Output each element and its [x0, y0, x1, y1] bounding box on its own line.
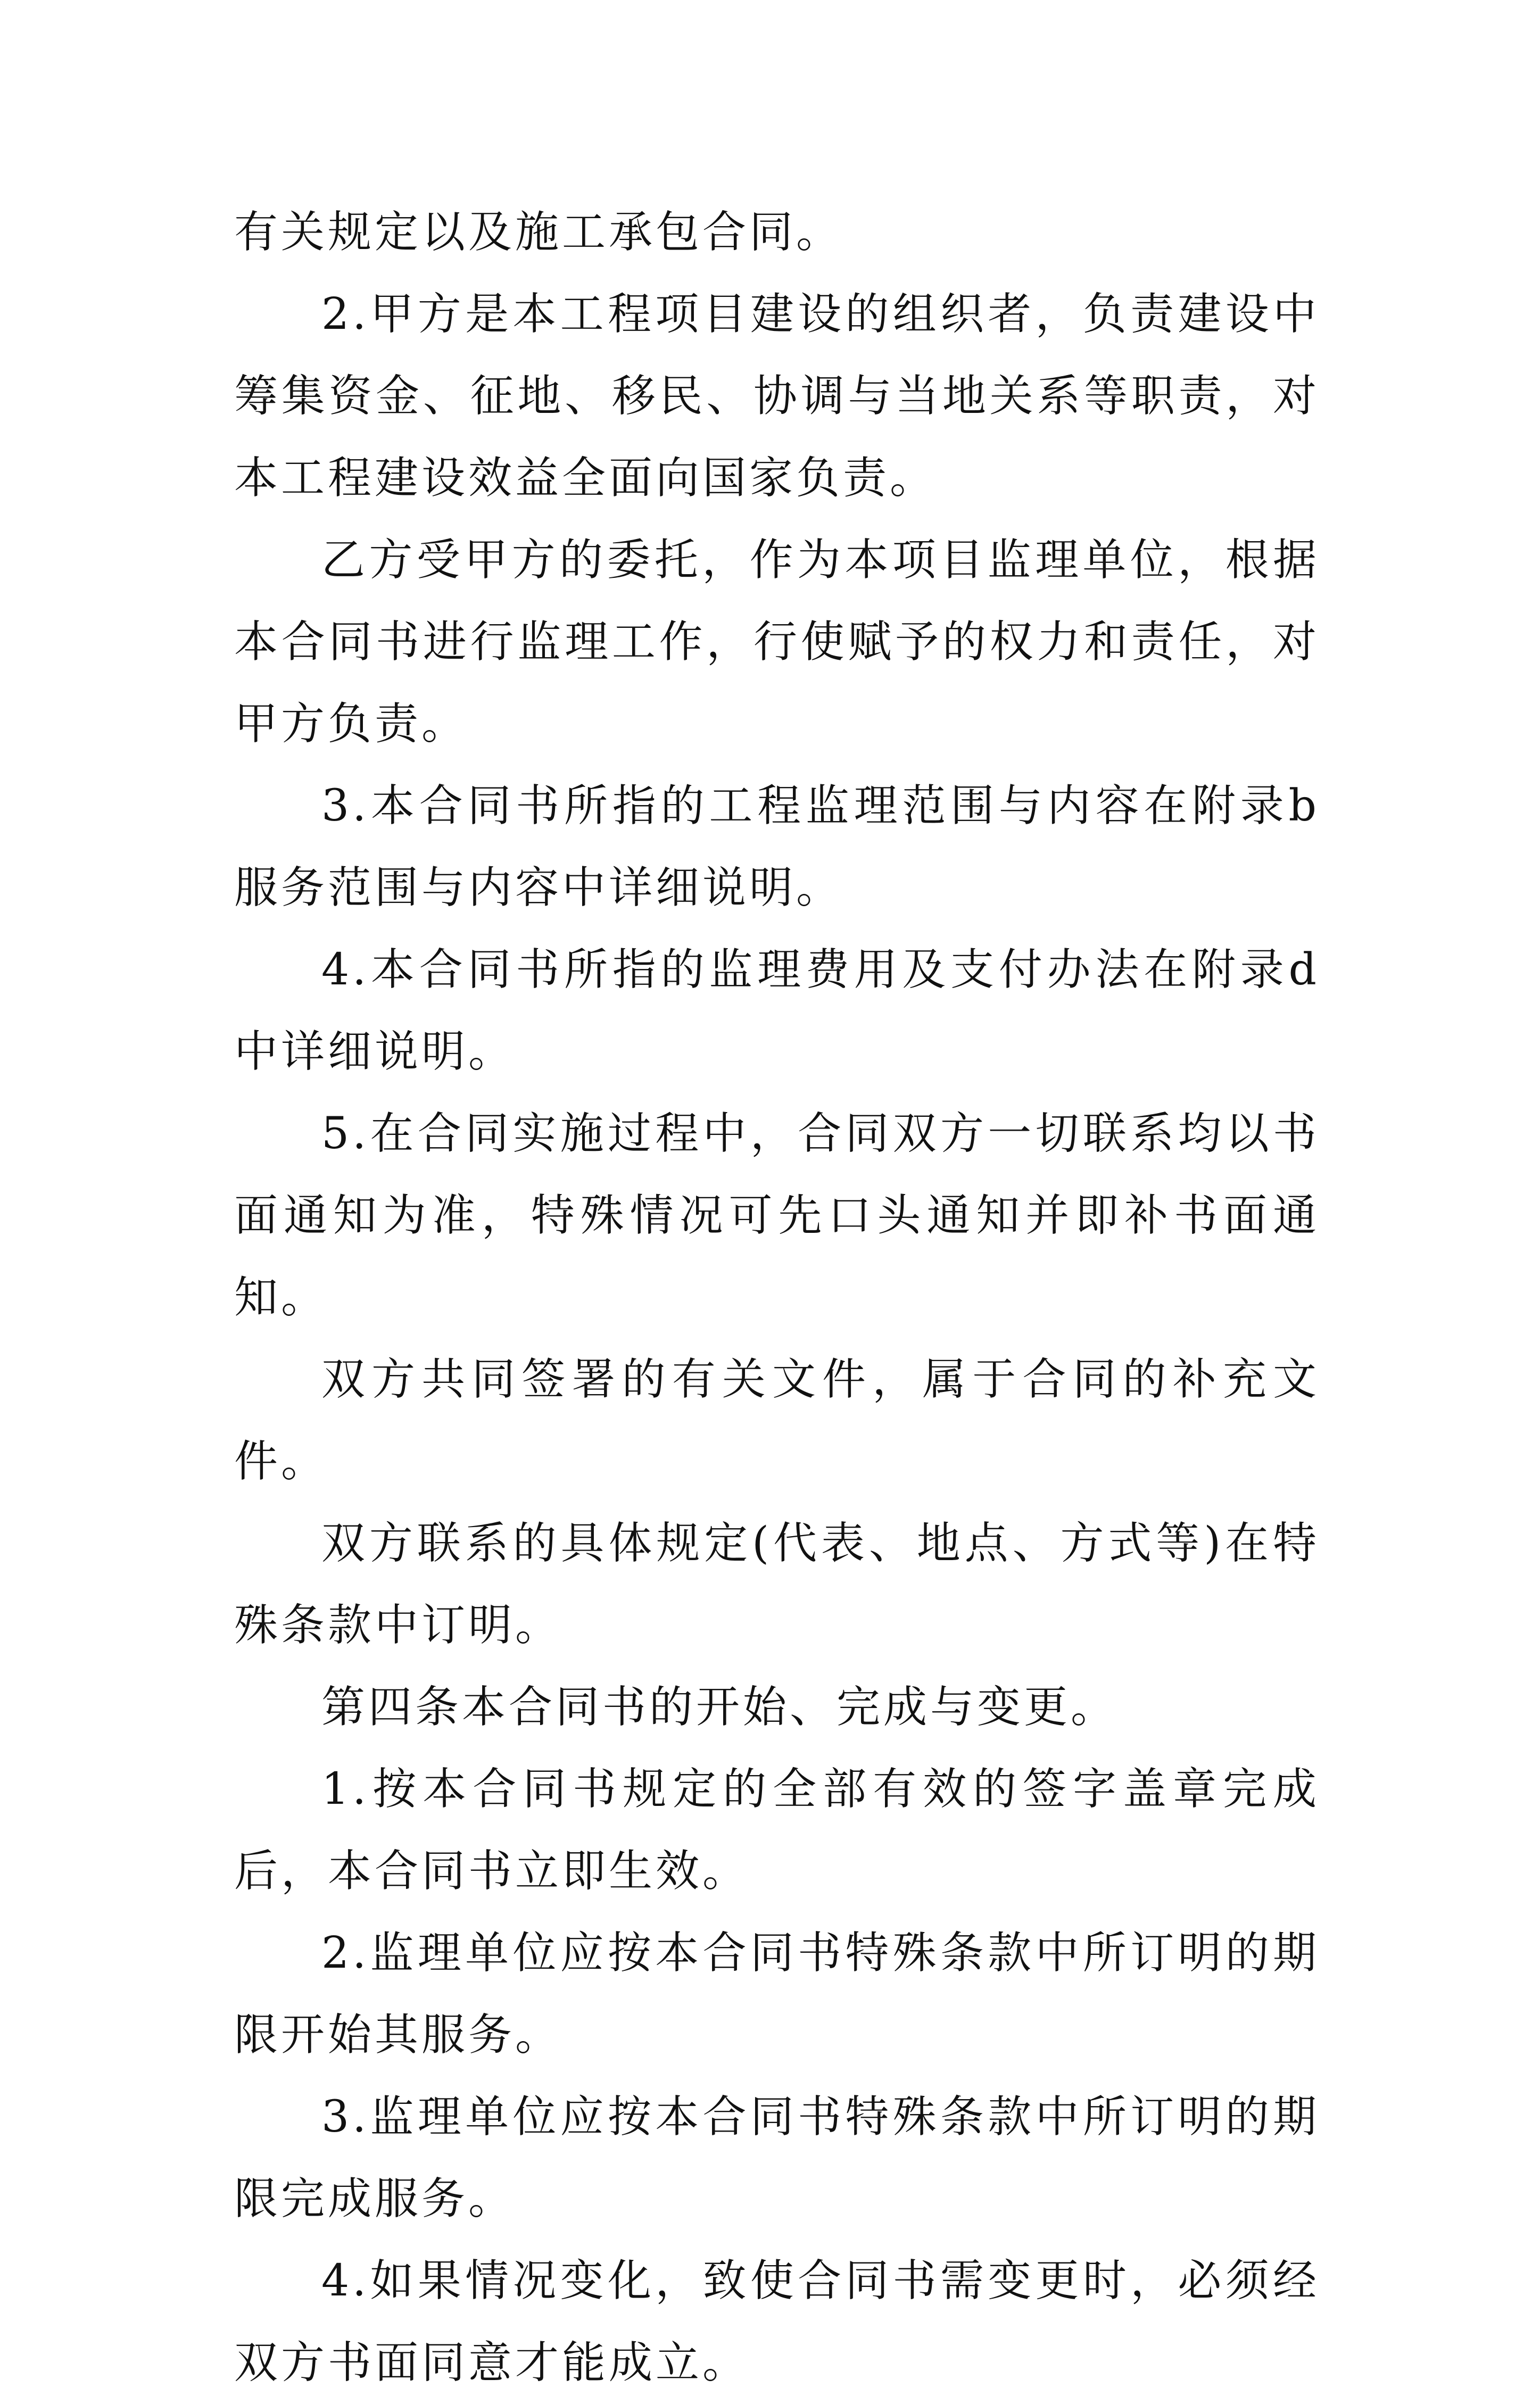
paragraph-clause-2: 2.甲方是本工程项目建设的组织者，负责建设中筹集资金、征地、移民、协调与当地关系等职责，对本工程建设效益全面向国家负责。 [234, 289, 1320, 503]
paragraph-article4-item-4: 4.如果情况变化，致使合同书需变更时，必须经双方书面同意才能成立。 [234, 2256, 1320, 2388]
paragraph-clause-4: 4.本合同书所指的监理费用及支付办法在附录d中详细说明。 [234, 944, 1320, 1077]
paragraph-supplementary-docs: 双方共同签署的有关文件，属于合同的补充文件。 [234, 1354, 1320, 1487]
section-heading-article-4: 第四条本合同书的开始、完成与变更。 [321, 1682, 1118, 1732]
paragraph-article4-item-1: 1.按本合同书规定的全部有效的签字盖章完成后，本合同书立即生效。 [234, 1764, 1320, 1896]
paragraph-party-b: 乙方受甲方的委托，作为本项目监理单位，根据本合同书进行监理工作，行使赋予的权力和责任，对甲方负责。 [234, 535, 1320, 749]
paragraph-continuation: 有关规定以及施工承包合同。 [234, 207, 843, 258]
paragraph-clause-3: 3.本合同书所指的工程监理范围与内容在附录b服务范围与内容中详细说明。 [234, 781, 1320, 913]
paragraph-article4-item-3: 3.监理单位应按本合同书特殊条款中所订明的期限完成服务。 [234, 2092, 1320, 2224]
paragraph-clause-5: 5.在合同实施过程中，合同双方一切联系均以书面通知为准，特殊情况可先口头通知并即补书面通知。 [234, 1108, 1320, 1323]
document-body [234, 192, 1320, 2404]
paragraph-article4-item-2: 2.监理单位应按本合同书特殊条款中所订明的期限开始其服务。 [234, 1928, 1320, 2060]
paragraph-contact-rules: 双方联系的具体规定(代表、地点、方式等)在特殊条款中订明。 [234, 1518, 1320, 1651]
